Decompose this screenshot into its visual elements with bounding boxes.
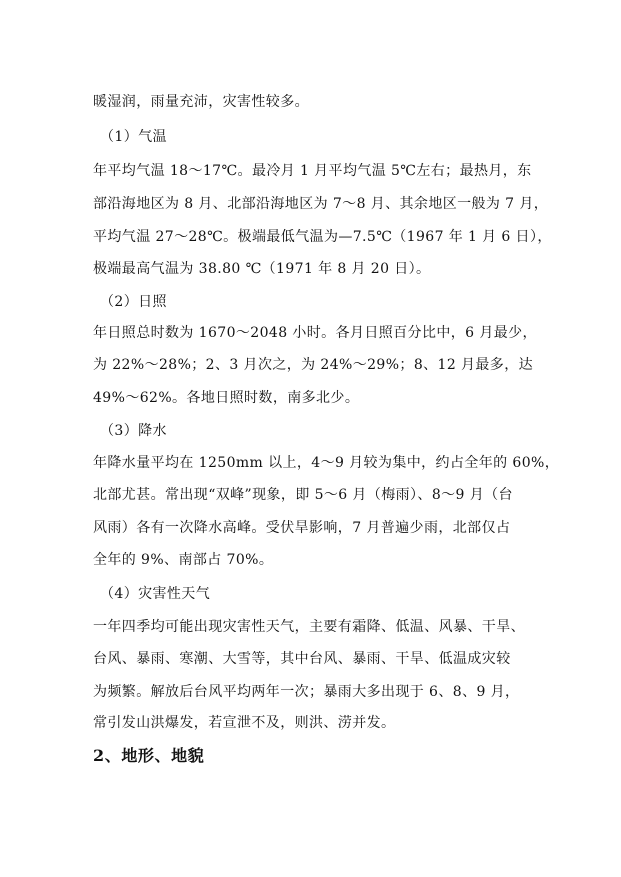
paragraph-line: 台风、暴雨、寒潮、大雪等，其中台风、暴雨、干旱、低温成灾较 bbox=[93, 651, 511, 667]
subheading-temperature: （1）气温 bbox=[100, 129, 167, 145]
section-heading: 2、地形、地貌 bbox=[93, 746, 205, 765]
paragraph-line: 为频繁。解放后台风平均两年一次；暴雨大多出现于 6、8、9 月， bbox=[93, 684, 520, 700]
paragraph-line: 年平均气温 18～17℃。最冷月 1 月平均气温 5℃左右；最热月，东 bbox=[93, 163, 532, 179]
paragraph-line: 风雨）各有一次降水高峰。受伏旱影响，7 月普遍少雨，北部仅占 bbox=[93, 520, 511, 536]
paragraph-line-intro: 暖湿润，雨量充沛，灾害性较多。 bbox=[93, 94, 309, 110]
paragraph-line: 年降水量平均在 1250mm 以上，4～9 月较为集中，约占全年的 60%， bbox=[93, 455, 560, 471]
subheading-disaster-weather: （4）灾害性天气 bbox=[100, 586, 211, 602]
paragraph-line: 极端最高气温为 38.80 ℃（1971 年 8 月 20 日）。 bbox=[93, 261, 431, 277]
paragraph-line: 部沿海地区为 8 月、北部沿海地区为 7～8 月、其余地区一般为 7 月， bbox=[93, 196, 549, 212]
paragraph-line: 一年四季均可能出现灾害性天气，主要有霜降、低温、风暴、干旱、 bbox=[93, 619, 525, 635]
paragraph-line: 全年的 9%、南部占 70%。 bbox=[93, 552, 274, 568]
paragraph-line: 年日照总时数为 1670～2048 小时。各月日照百分比中，6 月最少， bbox=[93, 325, 537, 341]
paragraph-line: 常引发山洪爆发，若宣泄不及，则洪、涝并发。 bbox=[93, 715, 396, 731]
paragraph-line: 平均气温 27～28℃。极端最低气温为—7.5℃（1967 年 1 月 6 日）， bbox=[93, 229, 552, 245]
paragraph-line: 为 22%～28%；2、3 月次之，为 24%～29%；8、12 月最多，达 bbox=[93, 357, 534, 373]
paragraph-line: 49%～62%。各地日照时数，南多北少。 bbox=[93, 390, 360, 406]
paragraph-line: 北部尤甚。常出现“双峰”现象，即 5～6 月（梅雨）、8～9 月（台 bbox=[93, 487, 513, 503]
subheading-sunshine: （2）日照 bbox=[100, 294, 167, 310]
subheading-precipitation: （3）降水 bbox=[100, 423, 167, 439]
